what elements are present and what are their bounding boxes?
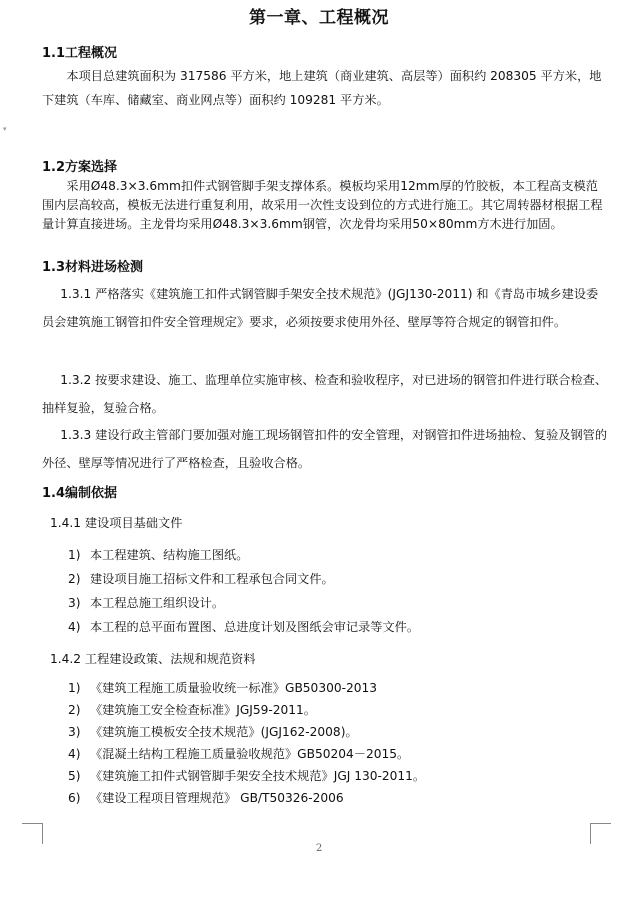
section-body-1-1: 本项目总建筑面积为 317586 平方米，地上建筑（商业建筑、高层等）面积约 208305 平方米，地下建筑（车库、储藏室、商业网点等）面积约 109281 平方米。 xyxy=(42,69,602,107)
list-item: 2) 建设项目施工招标文件和工程承包合同文件。 xyxy=(68,572,334,586)
subsection-heading-1-4-1: 1.4.1 建设项目基础文件 xyxy=(50,516,183,530)
section-heading-1-1: 1.1工程概况 xyxy=(42,46,118,61)
chapter-title: 第一章、工程概况 xyxy=(249,8,389,28)
list-item: 5) 《建筑施工扣件式钢管脚手架安全技术规范》JGJ 130-2011。 xyxy=(68,769,426,783)
basis-documents-list xyxy=(68,543,419,639)
section-item-1-3-2: 1.3.2 按要求建设、施工、监理单位实施审核、检查和验收程序，对已进场的钢管扣件进行联合检查、抽样复验，复验合格。 xyxy=(42,373,608,415)
list-item: 3) 本工程总施工组织设计。 xyxy=(68,596,225,610)
regulations-list xyxy=(68,677,425,809)
list-item: 3) 《建筑施工模板安全技术规范》(JGJ162-2008)。 xyxy=(68,725,358,739)
list-item: 4) 《混凝土结构工程施工质量验收规范》GB50204－2015。 xyxy=(68,747,410,761)
list-item: 6) 《建设工程项目管理规范》 GB/T50326-2006 xyxy=(68,791,344,805)
list-item: 2) 《建筑施工安全检查标准》JGJ59-2011。 xyxy=(68,703,316,717)
section-heading-1-4: 1.4编制依据 xyxy=(42,486,118,501)
margin-marker: ▾ xyxy=(3,125,7,133)
page-number: 2 xyxy=(315,843,323,854)
list-item: 4) 本工程的总平面布置图、总进度计划及图纸会审记录等文件。 xyxy=(68,620,420,634)
list-item: 1) 本工程建筑、结构施工图纸。 xyxy=(68,548,249,562)
subsection-heading-1-4-2: 1.4.2 工程建设政策、法规和规范资料 xyxy=(50,652,256,666)
page-corner-mark-right xyxy=(590,823,611,844)
section-heading-1-3: 1.3材料进场检测 xyxy=(42,260,144,275)
list-item: 1) 《建筑工程施工质量验收统一标准》GB50300-2013 xyxy=(68,681,377,695)
section-heading-1-2: 1.2方案选择 xyxy=(42,160,118,175)
section-body-1-2: 采用Ø48.3×3.6mm扣件式钢管脚手架支撑体系。模板均采用12mm厚的竹胶板，本工程高支模范围内层高较高，模板无法进行重复利用，故采用一次性支设到位的方式进行施工。其它周转器材根据工程量计算直接进场。主龙骨均采用Ø48.3×3.6mm钢管，次龙骨均采用50×80mm方木进行加固。 xyxy=(42,179,603,231)
section-item-1-3-1: 1.3.1 严格落实《建筑施工扣件式钢管脚手架安全技术规范》(JGJ130-2011) 和《青岛市城乡建设委员会建筑施工钢管扣件安全管理规定》要求，必须按要求使用外径、壁厚等符合规定的钢管扣件。 xyxy=(42,287,599,329)
page-corner-mark-left xyxy=(22,823,43,844)
section-item-1-3-3: 1.3.3 建设行政主管部门要加强对施工现场钢管扣件的安全管理，对钢管扣件进场抽检、复验及钢管的外径、壁厚等情况进行了严格检查，且验收合格。 xyxy=(42,428,608,470)
